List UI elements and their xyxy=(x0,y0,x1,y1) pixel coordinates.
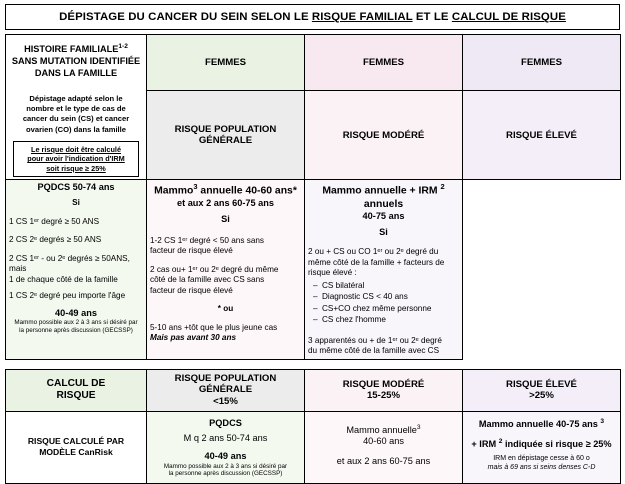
risk-calculation-note xyxy=(13,141,139,177)
col3-line1-a: Mammo xyxy=(154,185,194,197)
calc-col2-header-line3: <15% xyxy=(213,395,238,407)
calc-col4-line1-a: Mammo annuelle 40-75 ans xyxy=(478,418,601,429)
col2-item3-line2: 1 de chaque côté de la famille xyxy=(9,274,118,284)
col3-item1-line1: 1-2 CS 1ᵉʳ degré < 50 ans sans xyxy=(150,235,265,245)
calc-col4-line1 xyxy=(466,418,617,431)
table-body-row xyxy=(6,180,621,359)
calc-col2-header-line1: RISQUE POPULATION xyxy=(174,373,277,385)
note-line1: Le risque doit être calculé xyxy=(30,144,122,154)
calc-col4-small-2: mais à 69 ans si seins denses C-D xyxy=(487,463,596,471)
col4-header: FEMMES xyxy=(463,35,621,91)
subtext-line2: nombre et le type de cas de xyxy=(26,104,126,114)
col2-subheader-line1: RISQUE POPULATION xyxy=(174,124,277,136)
calc-col4-line2 xyxy=(466,438,617,451)
title-mid: ET LE xyxy=(412,11,452,23)
col4-line3: Si xyxy=(379,227,388,238)
col3-line1 xyxy=(150,182,301,198)
col3-item1-line2: facteur de risque élevé xyxy=(150,246,233,256)
calc-col2-header-line2: GÉNÉRALE xyxy=(198,384,253,396)
col3-star: * ou xyxy=(217,304,234,314)
calc-col4-line1-sup: 3 xyxy=(600,417,605,425)
calc-col4-line2-b: indiquée si risque ≥ 25% xyxy=(502,439,612,450)
col4-line1 xyxy=(308,182,459,211)
col2-footer-small xyxy=(9,319,143,334)
calc-model-line1: RISQUE CALCULÉ PAR xyxy=(27,435,125,446)
list-item: – Diagnostic CS < 40 ans xyxy=(322,292,459,303)
col4-body xyxy=(305,180,463,359)
col3-item2-line3: facteur de risque élevé xyxy=(150,285,233,295)
calc-col4-header-line2: >25% xyxy=(529,390,554,401)
col2-item4: 1 CS 2ᵉ degré peu importe l'âge xyxy=(9,291,126,301)
calc-col2-line2: M q 2 ans 50-74 ans xyxy=(183,433,268,444)
family-history-line1: HISTOIRE FAMILIALE xyxy=(24,44,119,55)
calc-col3-line1 xyxy=(308,424,459,437)
calc-col2-small-2: la personne après discussion (GECSSP) xyxy=(168,470,283,478)
calc-col4-line2-a: + IRM xyxy=(471,439,499,450)
note-line3: soit risque ≥ 25% xyxy=(46,163,106,173)
note-line2: pour avoir l'indication d'IRM xyxy=(27,154,125,164)
col2-item3 xyxy=(9,254,143,286)
col3-body xyxy=(147,180,305,359)
calc-col3-line1-sup: 3 xyxy=(416,423,421,431)
family-history-subtext xyxy=(9,94,143,135)
col2-subheader-line2: GÉNÉRALE xyxy=(198,135,253,147)
col3-line1-b: annuelle 40-60 ans* xyxy=(197,185,297,197)
title-pre: DÉPISTAGE DU CANCER DU SEIN SELON LE xyxy=(59,11,312,23)
col4-item2-line1: 3 apparentés ou + de 1ᵉʳ ou 2ᵉ degré xyxy=(308,335,442,345)
col3-line3: Si xyxy=(221,213,230,224)
col2-footer-bold: 40-49 ans xyxy=(55,307,97,318)
risk-calculation-table xyxy=(5,369,621,484)
calc-col3-header-line2: 15-25% xyxy=(366,390,401,401)
col4-item1-line3: risque élevé : xyxy=(308,268,357,277)
col3-header: FEMMES xyxy=(305,35,463,91)
subtext-line3: cancer du sein (CS) et cancer xyxy=(22,114,130,124)
col2-item1: 1 CS 1ᵉʳ degré ≥ 50 ANS xyxy=(9,216,100,226)
col3-line1-sup: 3 xyxy=(193,182,198,192)
col3-italic-note: Mais pas avant 30 ans xyxy=(150,333,237,343)
col2-line1: PQDCS 50-74 ans xyxy=(37,182,115,193)
calc-col2-small-1: Mammo possible aux 2 à 3 ans si désiré par xyxy=(163,462,288,470)
col2-footer-small-2: la personne après discussion (GECSSP) xyxy=(19,326,133,334)
list-item: – CS bilatéral xyxy=(322,281,459,292)
calc-col2-line3: 40-49 ans xyxy=(204,451,247,462)
calc-col3-body xyxy=(305,411,463,483)
col2-item2: 2 CS 2ᵉ degrés ≥ 50 ANS xyxy=(9,235,102,245)
calc-col2-small xyxy=(150,463,301,478)
family-history-line3: DANS LA FAMILLE xyxy=(34,67,118,78)
col4-risk-factor-list xyxy=(308,281,459,326)
subtext-line4: ovarien (CO) dans la famille xyxy=(25,124,126,134)
calc-col3-header-line1: RISQUE MODÉRÉ xyxy=(342,378,425,390)
calc-col4-header-line1: RISQUE ÉLEVÉ xyxy=(506,378,577,390)
calc-col3-line1-a: Mammo annuelle xyxy=(346,424,417,435)
calc-title-line1: CALCUL DE xyxy=(46,377,106,389)
col2-line2: Si xyxy=(72,198,80,208)
calc-col4-small-1: IRM en dépistage cesse à 60 o xyxy=(493,455,590,463)
col4-item2 xyxy=(308,336,459,357)
col4-item1-line1: 2 ou + CS ou CO 1ᵉʳ ou 2ᵉ degré du xyxy=(308,247,439,256)
calc-title-line2: RISQUE xyxy=(56,390,96,401)
title-underline-2: CALCUL DE RISQUE xyxy=(451,11,566,23)
col4-line1-a: Mammo annuelle + IRM xyxy=(322,185,441,197)
col3-line2: et aux 2 ans 60-75 ans xyxy=(176,198,275,209)
col3-item2 xyxy=(150,265,301,297)
col2-header: FEMMES xyxy=(147,35,305,91)
col4-line1-sup: 2 xyxy=(440,182,445,192)
table-header-row xyxy=(6,35,621,91)
calc-col3-line2: 40-60 ans xyxy=(363,436,404,447)
page-title xyxy=(59,11,566,23)
col4-subheader: RISQUE ÉLEVÉ xyxy=(463,90,621,179)
subtext-line1: Dépistage adapté selon le xyxy=(29,93,123,103)
col3-item1 xyxy=(150,236,301,257)
family-history-sup: 1-2 xyxy=(118,43,128,50)
col2-item3-line1: 2 CS 1ᵉʳ - ou 2ᵉ degrés ≥ 50ANS, mais xyxy=(9,253,130,274)
calc-body-row xyxy=(6,411,621,483)
col2-footer-small-1: Mammo possible aux 2 à 3 ans si désiré par xyxy=(14,319,138,327)
family-history-heading xyxy=(9,37,143,80)
col3-item3: 5-10 ans +tôt que le plus jeune cas xyxy=(150,322,278,332)
document-title-bar xyxy=(5,4,620,30)
list-item: – CS chez l'homme xyxy=(322,315,459,326)
col3-item2-line1: 2 cas ou+ 1ᵉʳ ou 2ᵉ degré du même xyxy=(150,264,279,274)
list-item: – CS+CO chez même personne xyxy=(322,304,459,315)
col4-item1 xyxy=(308,247,459,279)
col4-line1-b: annuels xyxy=(363,199,404,211)
col2-body xyxy=(6,180,147,359)
col4-item1-line2: même côté de la famille + facteurs de xyxy=(308,257,445,267)
col2-subheader xyxy=(147,90,305,179)
calc-col4-line2-sup: 2 xyxy=(498,438,503,446)
col3-subheader: RISQUE MODÉRÉ xyxy=(305,90,463,179)
calc-col2-line1: PQDCS xyxy=(209,417,242,428)
col4-line2: 40-75 ans xyxy=(362,211,405,222)
calc-model-cell xyxy=(6,411,147,483)
calc-model-line2: MODÈLE CanRisk xyxy=(39,447,113,457)
calc-col2-body xyxy=(147,411,305,483)
calc-col3-line3: et aux 2 ans 60-75 ans xyxy=(336,456,431,467)
calc-col4-body xyxy=(463,411,621,483)
col1-heading-cell xyxy=(6,35,147,180)
family-risk-table xyxy=(5,34,621,360)
col3-item2-line2: côté de la famille avec CS sans xyxy=(150,275,265,285)
calc-col4-small xyxy=(466,455,617,472)
family-history-line2: SANS MUTATION IDENTIFIÉE xyxy=(11,56,141,67)
col4-item2-line2: du même côté de la famille avec CS xyxy=(308,346,440,355)
title-underline-1: RISQUE FAMILIAL xyxy=(311,11,413,23)
